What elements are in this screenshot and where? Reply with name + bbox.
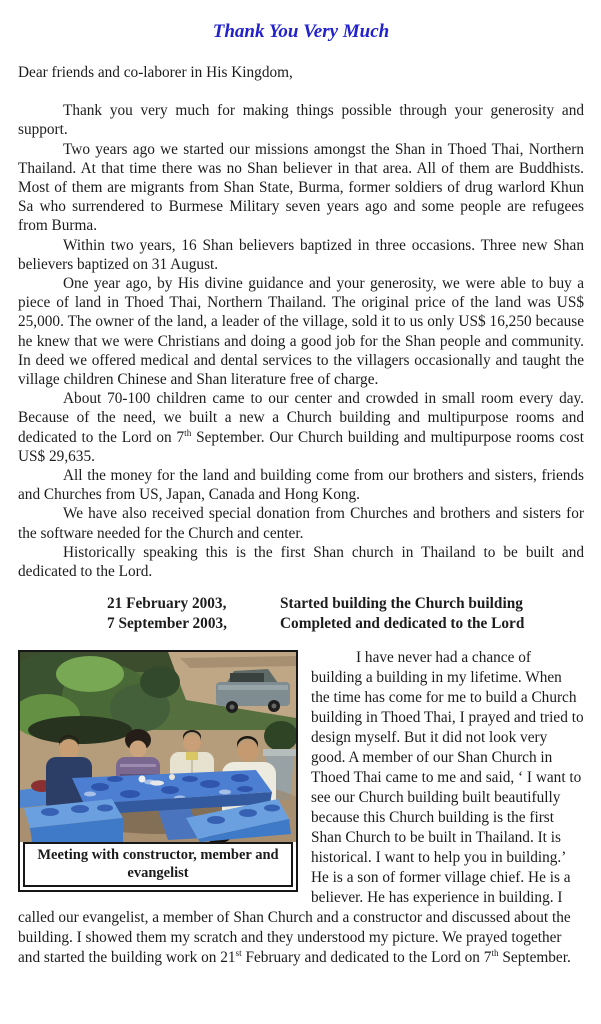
paragraph	[18, 543, 584, 581]
salutation: Dear friends and co-laborer in His Kingdom,	[18, 64, 293, 81]
paragraph	[18, 466, 584, 504]
schedule-event: Completed and dedicated to the Lord	[280, 614, 525, 632]
schedule	[18, 594, 584, 633]
paragraph	[18, 389, 584, 466]
schedule-date: 7 September 2003,	[107, 614, 227, 632]
ordinal-suffix: th	[491, 948, 499, 959]
schedule-row	[18, 614, 584, 634]
text-run: I have never had a chance of building a building in my lifetime. When the time has come for me to build a Church building in Thoed Thai, I prayed and tried to design myself. But it did not look very good. A member of our Shan Church in Thoed Thai came to me and said, ‘ I want to see our Church building built beautifully because this Church building is the first Shan Church to be built in Thailand. It is historical. I want to help you in building.’ He is a son of former village chief. He is a believer. He has experience in building. I called our evangelist, a member of Shan Church and a constructor and discussed about the building. I showed them my scratch and they understood my picture. We prayed together and started the building work on 21	[18, 649, 584, 967]
schedule-event: Started building the Church building	[280, 595, 523, 613]
paragraph	[18, 274, 584, 389]
text-run: September.	[498, 949, 571, 967]
page-title: Thank You Very Much	[212, 21, 390, 42]
text-run: Thank you very much for making things possible through your generosity and support.	[18, 102, 584, 139]
photo-caption-line: Meeting with constructor, member and	[37, 847, 279, 864]
text-run: Historically speaking this is the first Shan church in Thailand to be built and dedicated to the Lord.	[18, 543, 584, 581]
photo-caption	[23, 842, 293, 887]
photo-frame	[18, 650, 298, 892]
photo-meeting	[20, 652, 296, 842]
schedule-row	[18, 594, 584, 614]
photo-caption-line: evangelist	[127, 865, 189, 882]
text-run: Two years ago we started our missions amongst the Shan in Thoed Thai, Northern Thailand. At that time there was no Shan believer in that area. All of them are Buddhists. Most of them are migrants from Shan State, Burma, former soldiers of drug warlord Khun Sa who surrendered to Burmese Military seven years ago and some people are refugees from Burma.	[18, 140, 584, 235]
paragraph	[18, 101, 584, 139]
paragraph	[18, 236, 584, 274]
paragraph	[18, 140, 584, 236]
body-paragraphs	[18, 101, 584, 581]
text-run: About 70-100 children came to our center and crowded in small room every day. Because of the need, we built a new a Church building and multipurpose rooms and dedicated to the Lord on 7	[18, 390, 584, 446]
ordinal-suffix: st	[235, 948, 242, 959]
text-run: Within two years, 16 Shan believers baptized in three occasions. Three new Shan believers baptized on 31 August.	[18, 236, 584, 273]
text-run: We have also received special donation from Churches and brothers and sisters for the software needed for the Church and center.	[18, 505, 584, 542]
paragraph	[18, 504, 584, 542]
ordinal-suffix: th	[184, 427, 192, 438]
photo-section	[18, 648, 584, 968]
schedule-date: 21 February 2003,	[107, 595, 227, 613]
text-run: September. Our Church building and multipurpose rooms cost US$ 29,635.	[18, 428, 585, 465]
text-run: All the money for the land and building come from our brothers and sisters, friends and Churches from US, Japan, Canada and Hong Kong.	[18, 467, 584, 504]
text-run: February and dedicated to the Lord on 7	[241, 949, 492, 967]
text-run: One year ago, by His divine guidance and your generosity, we were able to buy a piece of land in Thoed Thai, Northern Thailand. The original price of the land was US$ 25,000. The owner of the land, a leader of the village, sold it to us only US$ 16,250 because he knew that we were Christians and doing a good job for the Shan people and community. In deed we offered medical and dental services to the villagers occasionally and taught the village children Chinese and Shan literature free of charge.	[18, 275, 584, 389]
